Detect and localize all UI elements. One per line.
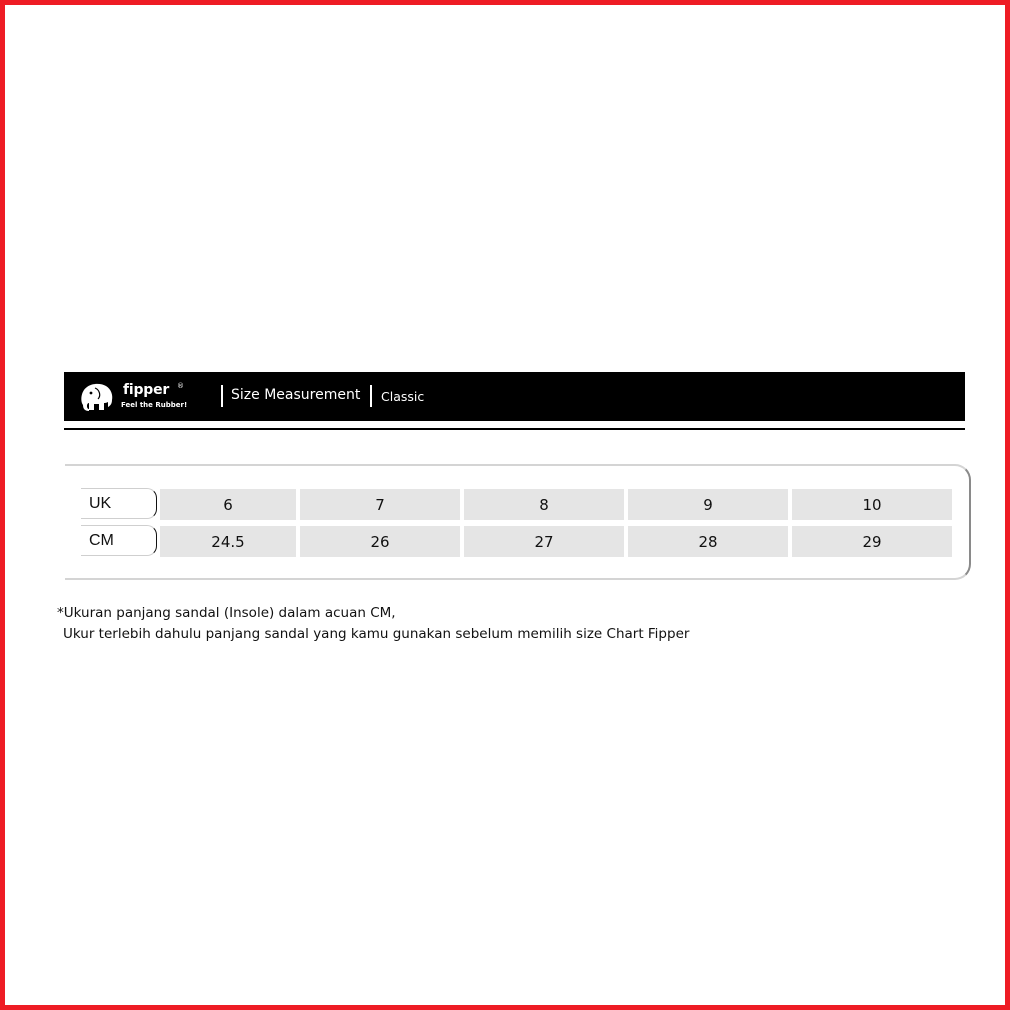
header-subtitle: Classic [381,389,425,404]
size-cell-cm: 29 [792,526,952,557]
size-cell-uk: 7 [300,489,460,520]
header-divider [370,385,372,407]
size-cell-cm: 27 [464,526,624,557]
header-title: Size Measurement [231,387,361,403]
brand-tagline: Feel the Rubber! [121,401,188,409]
measurement-note [57,603,689,645]
size-cell-cm: 26 [300,526,460,557]
brand-name: fipper [123,382,170,398]
size-cell-uk: 8 [464,489,624,520]
size-cell-uk: 9 [628,489,788,520]
size-cell-cm: 24.5 [160,526,296,557]
elephant-icon [79,381,115,411]
header-bar [64,372,965,421]
row-label-cm: CM [81,525,157,556]
size-cell-cm: 28 [628,526,788,557]
brand-logo [79,381,189,413]
size-cell-uk: 6 [160,489,296,520]
row-label-uk: UK [81,488,157,519]
header-divider [221,385,223,407]
note-line-2: Ukur terlebih dahulu panjang sandal yang kamu gunakan sebelum memilih size Chart Fipper [63,626,690,642]
registered-mark: ® [177,382,184,390]
size-table-frame [65,464,971,580]
header-underline [64,428,965,430]
size-cell-uk: 10 [792,489,952,520]
note-line-1: *Ukuran panjang sandal (Insole) dalam acuan CM, [57,605,396,621]
